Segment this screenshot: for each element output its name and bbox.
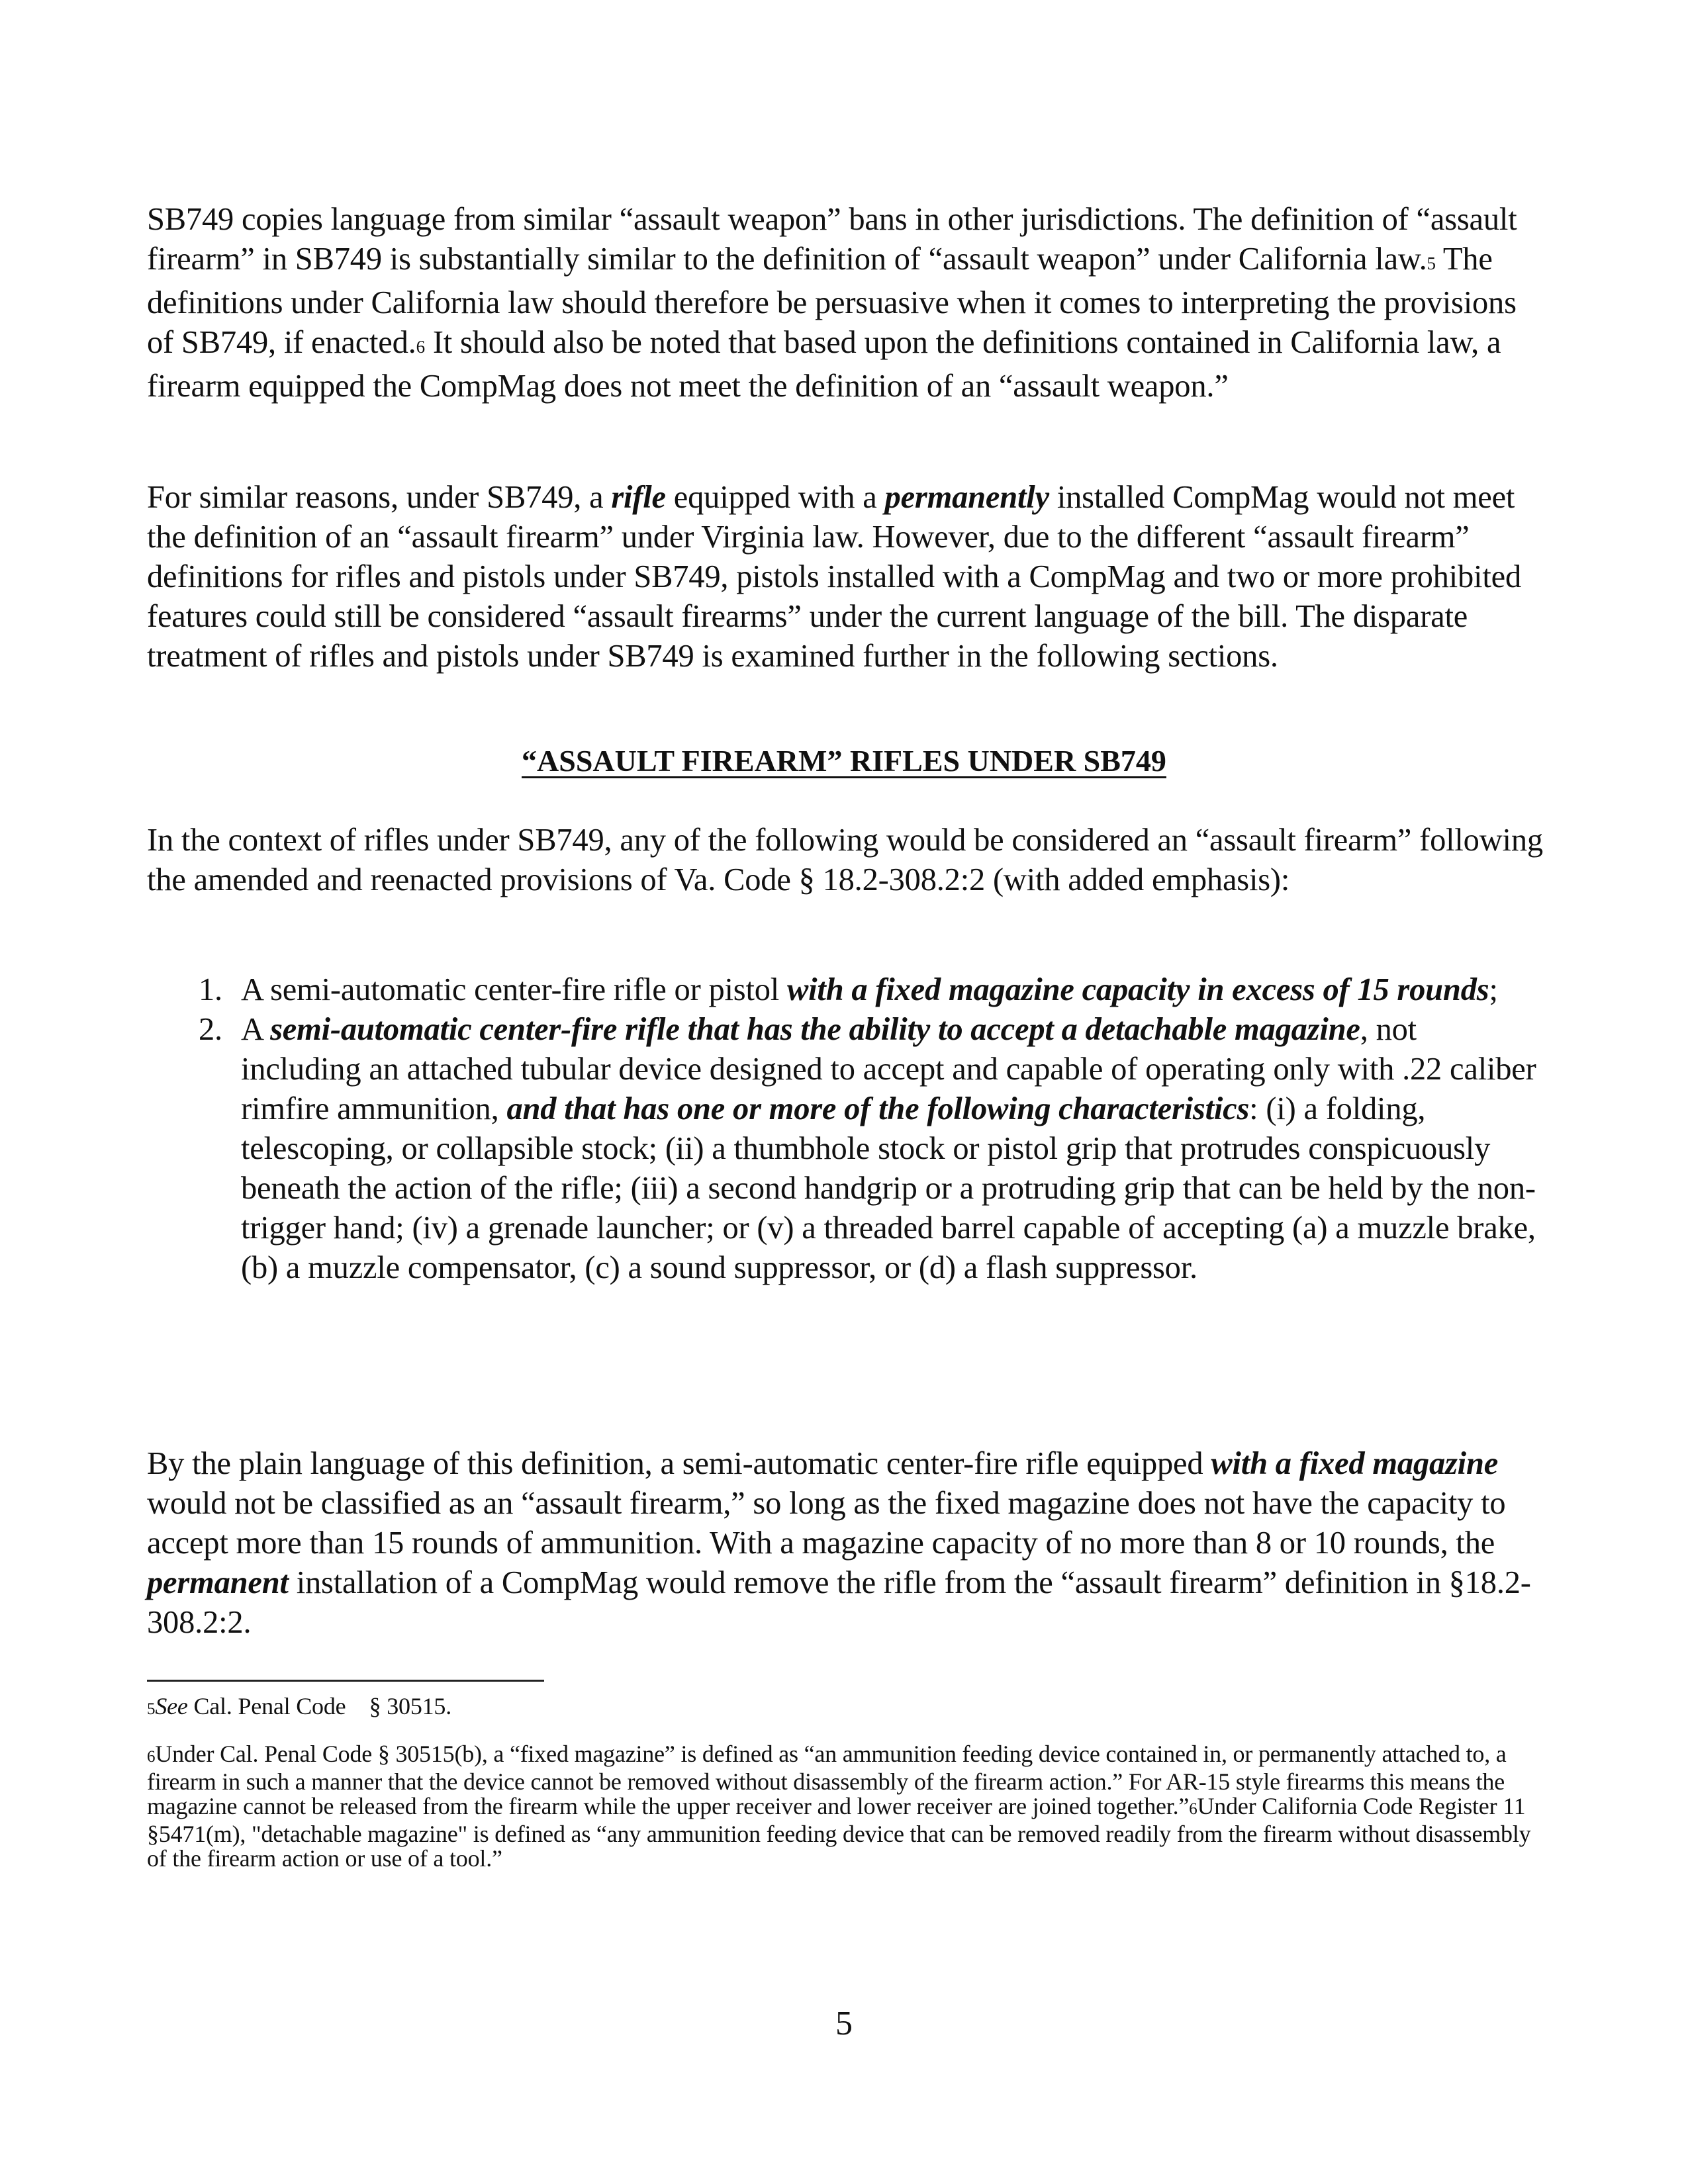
- emphasis-permanent: permanent: [147, 1565, 289, 1600]
- paragraph-similar-reasons: [147, 478, 1544, 676]
- paragraph-text: installation of a CompMag would remove the rifle from the “assault firearm” definition in §18.2-308.2:2.: [147, 1565, 1531, 1640]
- list-text: : (i) a folding, telescoping, or collapsible stock; (ii) a thumbhole stock or pistol grip that protrudes conspicuously beneath the action of the rifle; (iii) a second handgrip or a protruding grip that can be held by the non-trigger hand; (iv) a grenade launcher; or (v) a threaded barrel capable of accepting (a) a muzzle brake, (b) a muzzle compensator, (c) a sound suppressor, or (d) a flash suppressor.: [241, 1091, 1536, 1285]
- paragraph-text: By the plain language of this definition, a semi-automatic center-fire rifle equipped: [147, 1446, 1211, 1481]
- list-item: [147, 970, 1544, 1010]
- emphasis-rifle: rifle: [611, 480, 666, 515]
- emphasis-with-fixed-magazine: with a fixed magazine: [1211, 1446, 1499, 1481]
- footnote-text: Under Cal. Penal Code § 30515(b), a “fixed magazine” is defined as “an ammunition feeding device contained in, or permanently attached to, a firearm in such a manner that the device cannot be removed without disassembly of the firearm action.” For AR-15 style firearms this means the magazine cannot be released from the firearm while the upper receiver and lower receiver are joined together.”: [147, 1741, 1507, 1819]
- paragraph-text: equipped with a: [665, 480, 885, 515]
- footnote-number: 5: [147, 1700, 156, 1718]
- paragraph-context-of-rifles: In the context of rifles under SB749, any of the following would be considered an “assault firearm” following the amended and reenacted provisions of Va. Code § 18.2-308.2:2 (with added emphasis):: [147, 823, 1543, 897]
- list-number: 2.: [199, 1012, 222, 1047]
- paragraph-text: SB749 copies language from similar “assault weapon” bans in other jurisdictions. The definition of “assault firearm” in SB749 is substantially similar to the definition of “assault weapon” under California law.: [147, 202, 1517, 277]
- footnote-separator: [147, 1680, 544, 1682]
- paragraph-text: It should also be noted that based upon the definitions contained in California law, a firearm equipped the CompMag does not meet the definition of an “assault weapon.”: [147, 325, 1501, 404]
- section-heading: [0, 741, 1688, 781]
- footnote-6: [147, 1742, 1544, 1872]
- emphasis-detachable-magazine: semi-automatic center-fire rifle that has the ability to accept a detachable magazine: [270, 1012, 1360, 1047]
- page-number: 5: [835, 2005, 853, 2042]
- paragraph-text: would not be classified as an “assault firearm,” so long as the fixed magazine does not have the capacity to accept more than 15 rounds of ammunition. With a magazine capacity of no more than 8 or 10 rounds, the: [147, 1486, 1506, 1561]
- list-text: A: [241, 1012, 271, 1047]
- footnote-ref-6[interactable]: 6: [416, 337, 425, 357]
- footnote-5: [147, 1694, 1544, 1722]
- footnote-text: Under California Code Register 11 §5471(m), "detachable magazine" is defined as “any ammunition feeding device that can be removed readily from the firearm without disassembly of the firearm action or use of a tool.”: [147, 1793, 1531, 1872]
- footnote-number: 6: [147, 1748, 156, 1766]
- list-text: , not including an attached tubular device designed to accept and capable of operating only with .22 caliber rimfire ammunition,: [241, 1012, 1536, 1126]
- paragraph-text: For similar reasons, under SB749, a: [147, 480, 612, 515]
- assault-firearm-criteria-list: [147, 970, 1544, 1288]
- list-item: [147, 1010, 1544, 1288]
- emphasis-characteristics: and that has one or more of the following characteristics: [506, 1091, 1250, 1126]
- emphasis-fixed-magazine: with a fixed magazine capacity in excess of 15 rounds: [787, 972, 1489, 1007]
- footnote-see: See: [155, 1693, 188, 1719]
- list-number: 1.: [199, 972, 222, 1007]
- paragraph-plain-language: [147, 1444, 1544, 1643]
- paragraph-text: installed CompMag would not meet the definition of an “assault firearm” under Virginia law. However, due to the different “assault firearm” definitions for rifles and pistols under SB749, pistols installed with a CompMag and two or more prohibited features could still be considered “assault firearms” under the current language of the bill. The disparate treatment of rifles and pistols under SB749 is examined further in the following sections.: [147, 480, 1521, 674]
- footnote-inner-number: 6: [1189, 1800, 1197, 1818]
- section-heading-text: “ASSAULT FIREARM” RIFLES UNDER SB749: [522, 744, 1166, 778]
- list-text: A semi-automatic center-fire rifle or pistol: [241, 972, 787, 1007]
- list-text: ;: [1489, 972, 1498, 1007]
- footnote-ref-5[interactable]: 5: [1427, 253, 1436, 273]
- emphasis-permanently: permanently: [884, 480, 1049, 515]
- footnote-text: Cal. Penal Code § 30515.: [187, 1693, 452, 1719]
- paragraph-sb749-copies-language: [147, 200, 1544, 406]
- paragraph-text: The definitions under California law should therefore be persuasive when it comes to interpreting the provisions of SB749, if enacted.: [147, 242, 1517, 360]
